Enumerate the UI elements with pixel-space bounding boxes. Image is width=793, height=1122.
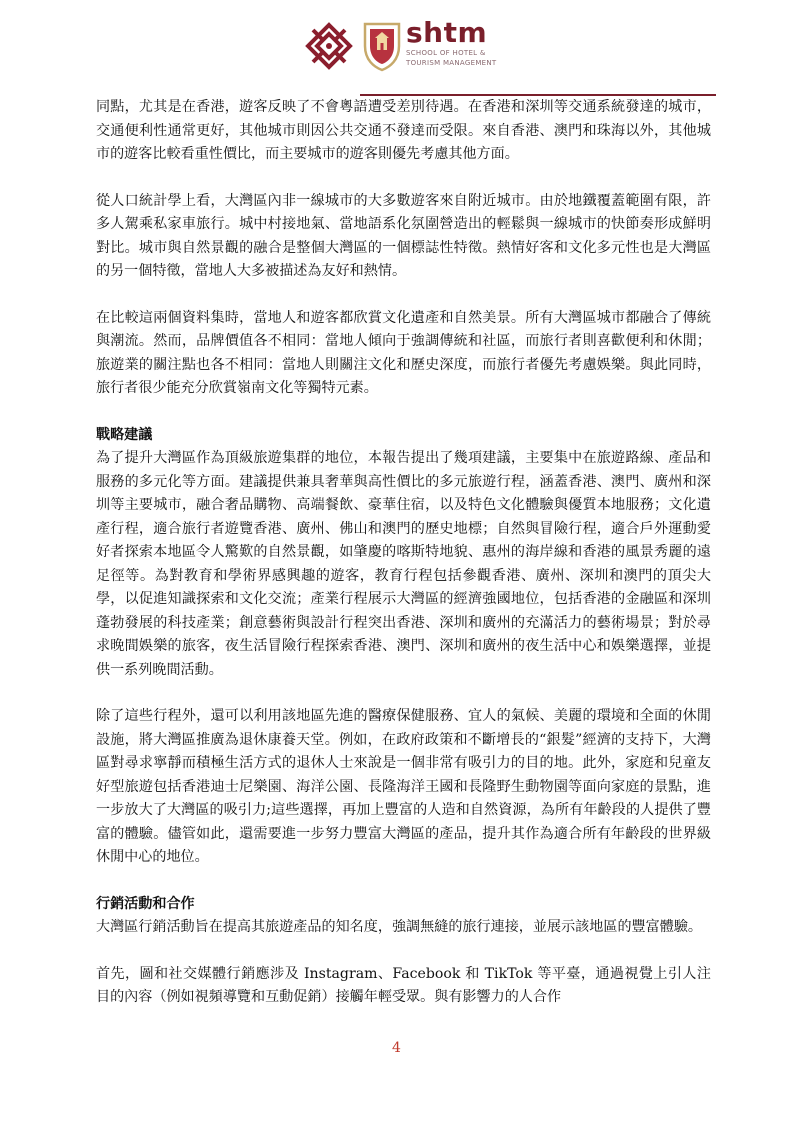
paragraph-4: 為了提升大灣區作為頂級旅遊集群的地位，本報告提出了幾項建議，主要集中在旅遊路線、產品和服務的多元化等方面。建議提供兼具奢華與高性價比的多元旅遊行程，涵蓋香港、澳門、廣州和深圳等主要城市，融合奢品購物、高端餐飲、豪華住宿，以及特色文化體驗與優質本地服務；文化遺產行程，適合旅行者遊覽香港、廣州、佛山和澳門的歷史地標；自然與冒險行程，適合戶外運動愛好者探索本地區令人驚歎的自然景觀，如肇慶的喀斯特地貌、惠州的海岸線和香港的風景秀麗的遠足徑等。為對教育和學術界感興趣的遊客，教育行程包括參觀香港、廣州、深圳和澳門的頂尖大學，以促進知識探索和文化交流；產業行程展示大灣區的經濟強國地位，包括香港的金融區和深圳蓬勃發展的科技產業；創意藝術與設計行程突出香港、深圳和廣州的充滿活力的藝術場景；對於尋求晚間娛樂的旅客，夜生活冒險行程探索香港、澳門、深圳和廣州的夜生活中心和娛樂選擇，並提供一系列晚間活動。 xyxy=(96,450,711,678)
polyu-logo-icon xyxy=(305,22,353,70)
paragraph-7: 首先，圖和社交媒體行銷應涉及 Instagram、Facebook 和 TikTok 等平臺，通過視覺上引人注目的內容（例如視頻導覽和互動促銷）接觸年輕受眾。與有影響力的人合作 xyxy=(96,965,711,1005)
brand-subtitle-line2: TOURISM MANAGEMENT xyxy=(406,58,497,67)
paragraph-3: 在比較這兩個資料集時，當地人和遊客都欣賞文化遺產和自然美景。所有大灣區城市都融合了傳統與潮流。然而，品牌價值各不相同：當地人傾向于強調傳統和社區，而旅行者則喜歡便利和休閒；旅遊業的關注點也各不相同：當地人則關注文化和歷史深度，而旅行者優先考慮娛樂。與此同時，旅行者很少能充分欣賞嶺南文化等獨特元素。 xyxy=(96,309,711,396)
section-heading-marketing: 行銷活動和合作 xyxy=(96,895,195,912)
school-crest-icon xyxy=(362,20,402,72)
paragraph-6: 大灣區行銷活動旨在提高其旅遊產品的知名度，強調無縫的旅行連接，並展示該地區的豐富體驗。 xyxy=(96,919,703,935)
document-body xyxy=(96,96,711,1033)
brand-wordmark xyxy=(406,18,497,67)
paragraph-5: 除了這些行程外，還可以利用該地區先進的醫療保健服務、宜人的氣候、美麗的環境和全面的休閒設施，將大灣區推廣為退休康養天堂。例如，在政府政策和不斷增長的“銀髮”經濟的支持下，大灣區對尋求寧靜而積極生活方式的退休人士來說是一個非常有吸引力的目的地。此外，家庭和兒童友好型旅遊包括香港迪士尼樂園、海洋公園、長隆海洋王國和長隆野生動物園等面向家庭的景點，進一步放大了大灣區的吸引力;這些選擇，再加上豐富的人造和自然資源，為所有年齡段的人提供了豐富的體驗。儘管如此，還需要進一步努力豐富大灣區的產品，提升其作為適合所有年齡段的世界級休閒中心的地位。 xyxy=(96,708,711,865)
brand-subtitle-line1: SCHOOL OF HOTEL & xyxy=(406,49,486,57)
page-header xyxy=(0,18,793,80)
section-heading-strategy: 戰略建議 xyxy=(96,426,153,443)
paragraph-2: 從人口統計學上看，大灣區內非一線城市的大多數遊客來自附近城市。由於地鐵覆蓋範圍有限，許多人駕乘私家車旅行。城中村接地氣、當地語系化氛圍營造出的輕鬆與一線城市的快節奏形成鮮明對比。城市與自然景觀的融合是整個大灣區的一個標誌性特徵。熱情好客和文化多元性也是大灣區的另一個特徵，當地人大多被描述為友好和熱情。 xyxy=(96,192,711,279)
paragraph-1: 同點，尤其是在香港，遊客反映了不會粵語遭受差別待遇。在香港和深圳等交通系統發達的城市，交通便利性通常更好，其他城市則因公共交通不發達而受限。來自香港、澳門和珠海以外，其他城市的遊客比較看重性價比，而主要城市的遊客則優先考慮其他方面。 xyxy=(96,99,711,162)
brand-name: shtm xyxy=(406,16,488,49)
page-number: 4 xyxy=(392,1040,401,1056)
